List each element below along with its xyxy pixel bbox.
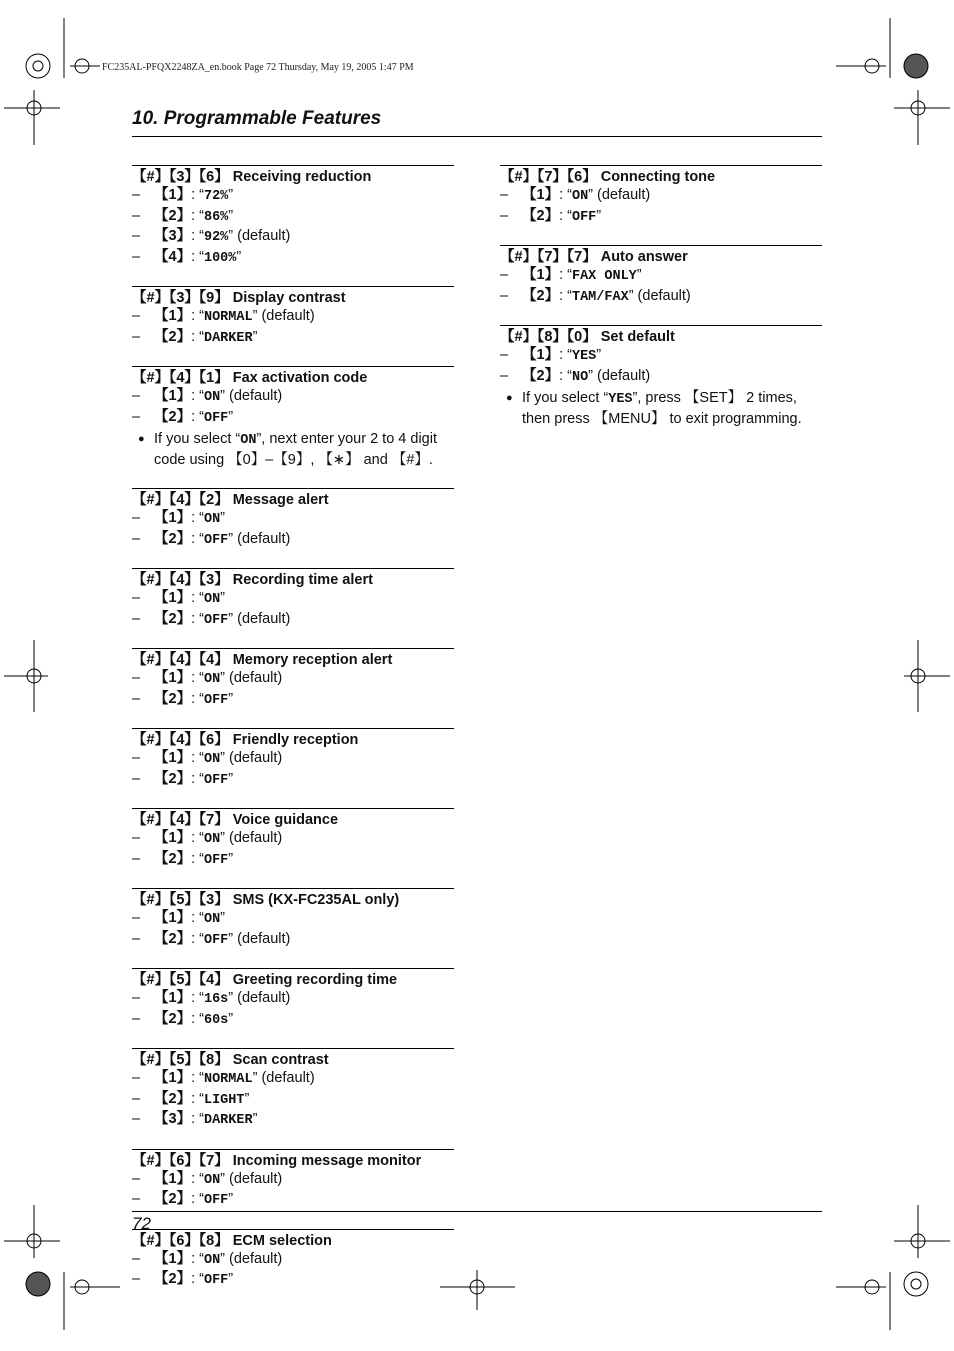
- option-key: 【1】: [154, 1170, 192, 1187]
- option-value: LIGHT: [203, 1092, 245, 1108]
- option-suffix: (default): [233, 530, 291, 547]
- option-key: 【2】: [154, 1010, 192, 1027]
- option-key: 【3】: [154, 228, 192, 244]
- option-key: 【1】: [154, 990, 192, 1006]
- option-key: 【1】: [154, 670, 192, 686]
- option-row: – 【2】: “OFF”: [132, 1190, 454, 1211]
- feature-section: [132, 1149, 454, 1211]
- feature-section: [132, 286, 454, 348]
- feature-section: [132, 808, 454, 870]
- option-row: – 【1】: “YES”: [500, 346, 822, 367]
- option-row: – 【2】: “OFF” (default): [132, 530, 454, 551]
- option-value: NORMAL: [203, 310, 253, 325]
- bullet-icon: ●: [506, 392, 513, 404]
- option-suffix: (default): [225, 388, 283, 404]
- feature-section: [132, 366, 454, 470]
- option-key: 【2】: [154, 408, 192, 425]
- option-value: OFF: [203, 692, 229, 708]
- option-value: YES: [571, 349, 597, 364]
- option-value: OFF: [203, 1273, 229, 1288]
- option-key: 【1】: [522, 187, 560, 203]
- option-row: – 【1】: “ON” (default): [500, 186, 822, 207]
- option-row: – 【4】: “100%”: [132, 248, 454, 269]
- feature-section: [132, 888, 454, 950]
- note-keys: 【SET】 2 times, then press 【MENU】 to exit programming.: [522, 390, 802, 427]
- option-key: 【2】: [154, 328, 192, 345]
- option-value: TAM/FAX: [571, 289, 629, 305]
- option-value: ON: [203, 672, 221, 687]
- option-row: – 【1】: “ON” (default): [132, 669, 454, 690]
- option-suffix: (default): [233, 930, 291, 947]
- option-value: FAX ONLY: [571, 269, 637, 284]
- option-key: 【1】: [154, 590, 192, 606]
- footer-rule: [132, 1211, 822, 1212]
- option-row: – 【2】: “OFF” (default): [132, 930, 454, 951]
- option-value: OFF: [203, 852, 229, 868]
- feature-title: 【#】【5】【4】 Greeting recording time: [132, 972, 398, 988]
- option-key: 【2】: [154, 770, 192, 787]
- option-key: 【2】: [522, 367, 560, 384]
- option-value: 72%: [203, 189, 229, 204]
- option-suffix: (default): [225, 830, 283, 846]
- feature-section: [132, 728, 454, 790]
- feature-title: 【#】【4】【2】 Message alert: [132, 492, 329, 508]
- option-row: – 【1】: “ON” (default): [132, 749, 454, 770]
- feature-section: [132, 968, 454, 1030]
- feature-section: [132, 1229, 454, 1291]
- option-key: 【2】: [154, 530, 192, 547]
- feature-title: 【#】【6】【7】 Incoming message monitor: [132, 1152, 422, 1169]
- option-key: 【1】: [154, 510, 192, 526]
- feature-title: 【#】【4】【6】 Friendly reception: [132, 732, 359, 748]
- option-row: – 【2】: “TAM/FAX” (default): [500, 287, 822, 308]
- option-key: 【1】: [154, 187, 192, 203]
- option-row: – 【2】: “NO” (default): [500, 367, 822, 388]
- feature-section: [132, 1048, 454, 1131]
- option-value: ON: [203, 1252, 221, 1268]
- feature-title: 【#】【8】【0】 Set default: [500, 329, 675, 345]
- option-key: 【1】: [154, 1070, 192, 1086]
- option-value: OFF: [203, 932, 229, 948]
- option-value: ON: [203, 1172, 221, 1188]
- option-key: 【2】: [154, 1271, 192, 1287]
- option-row: – 【2】: “OFF”: [132, 408, 454, 429]
- option-key: 【2】: [522, 287, 560, 304]
- option-value: OFF: [203, 410, 229, 426]
- option-suffix: (default): [593, 367, 651, 384]
- option-suffix: (default): [257, 308, 315, 324]
- feature-title: 【#】【3】【6】 Receiving reduction: [132, 169, 372, 185]
- option-value: OFF: [203, 612, 229, 628]
- feature-title: 【#】【7】【6】 Connecting tone: [500, 169, 716, 185]
- option-key: 【1】: [154, 1250, 192, 1267]
- option-key: 【1】: [154, 910, 192, 926]
- note-before: If you select “: [522, 390, 609, 406]
- feature-title: 【#】【5】【8】 Scan contrast: [132, 1052, 329, 1068]
- option-row: – 【1】: “ON”: [132, 509, 454, 530]
- option-row: – 【2】: “OFF”: [132, 850, 454, 871]
- option-key: 【3】: [154, 1111, 192, 1127]
- option-row: – 【1】: “ON” (default): [132, 387, 454, 408]
- option-suffix: (default): [233, 228, 291, 244]
- option-suffix: (default): [225, 1250, 283, 1267]
- feature-section: [132, 165, 454, 268]
- feature-title: 【#】【4】【7】 Voice guidance: [132, 812, 339, 828]
- option-value: ON: [203, 912, 221, 927]
- option-row: – 【2】: “DARKER”: [132, 328, 454, 349]
- option-row: – 【2】: “86%”: [132, 207, 454, 228]
- page-number: 72: [132, 1214, 151, 1233]
- header-rule: [132, 136, 822, 137]
- option-row: – 【3】: “DARKER”: [132, 1110, 454, 1131]
- option-value: NORMAL: [203, 1072, 253, 1087]
- option-value: ON: [571, 189, 589, 204]
- option-suffix: (default): [593, 187, 651, 203]
- option-row: – 【2】: “OFF”: [132, 690, 454, 711]
- feature-section: [500, 165, 822, 227]
- option-key: 【2】: [154, 690, 192, 707]
- option-suffix: (default): [233, 610, 291, 627]
- option-key: 【2】: [154, 207, 192, 224]
- note-text: [132, 430, 454, 470]
- note-after: ”, next enter your 2 to 4 digit code using: [154, 431, 437, 468]
- feature-title: 【#】【4】【1】 Fax activation code: [132, 370, 368, 386]
- option-key: 【1】: [154, 308, 192, 324]
- feature-title: 【#】【5】【3】 SMS (KX-FC235AL only): [132, 892, 400, 908]
- option-value: ON: [203, 390, 221, 405]
- option-row: – 【2】: “LIGHT”: [132, 1090, 454, 1111]
- right-column: [500, 165, 822, 447]
- option-key: 【2】: [154, 610, 192, 627]
- option-key: 【4】: [154, 248, 192, 265]
- option-row: – 【1】: “ON” (default): [132, 1250, 454, 1271]
- option-row: – 【3】: “92%” (default): [132, 227, 454, 248]
- feature-title: 【#】【4】【3】 Recording time alert: [132, 572, 373, 588]
- note-text: [500, 389, 822, 429]
- option-suffix: (default): [225, 670, 283, 686]
- note-before: If you select “: [154, 431, 241, 447]
- option-value: ON: [203, 832, 221, 847]
- option-row: – 【2】: “60s”: [132, 1010, 454, 1031]
- feature-title: 【#】【7】【7】 Auto answer: [500, 249, 688, 265]
- option-key: 【1】: [522, 347, 560, 363]
- option-value: DARKER: [203, 330, 253, 346]
- option-key: 【2】: [154, 1191, 192, 1207]
- option-row: – 【2】: “OFF”: [500, 207, 822, 228]
- feature-section: [132, 568, 454, 630]
- chapter-title: 10. Programmable Features: [132, 108, 382, 129]
- print-header: FC235AL-PFQX2248ZA_en.book Page 72 Thursday, May 19, 2005 1:47 PM: [102, 62, 414, 73]
- note-value: YES: [608, 392, 633, 407]
- option-suffix: (default): [257, 1070, 315, 1086]
- feature-title: 【#】【3】【9】 Display contrast: [132, 290, 346, 306]
- feature-section: [500, 325, 822, 429]
- option-key: 【1】: [154, 830, 192, 846]
- option-row: – 【1】: “ON” (default): [132, 1170, 454, 1191]
- option-key: 【2】: [522, 207, 560, 224]
- option-value: 60s: [203, 1012, 229, 1028]
- option-value: OFF: [203, 772, 229, 788]
- note-value: ON: [240, 433, 257, 448]
- option-row: – 【1】: “NORMAL” (default): [132, 1069, 454, 1090]
- feature-section: [132, 488, 454, 550]
- option-row: – 【1】: “ON”: [132, 909, 454, 930]
- option-row: – 【1】: “NORMAL” (default): [132, 307, 454, 328]
- note-keys: 【0】–【9】, 【∗】 and 【#】.: [228, 451, 433, 468]
- feature-title: 【#】【6】【8】 ECM selection: [132, 1232, 332, 1249]
- option-row: – 【2】: “OFF”: [132, 770, 454, 791]
- option-row: – 【1】: “72%”: [132, 186, 454, 207]
- option-row: – 【1】: “16s” (default): [132, 989, 454, 1010]
- option-suffix: (default): [225, 1170, 283, 1187]
- option-row: – 【2】: “OFF”: [132, 1270, 454, 1291]
- option-row: – 【1】: “ON” (default): [132, 829, 454, 850]
- option-key: 【2】: [154, 930, 192, 947]
- option-value: OFF: [571, 209, 597, 225]
- feature-section: [500, 245, 822, 307]
- option-key: 【2】: [154, 850, 192, 867]
- left-column: [132, 165, 454, 1309]
- option-value: OFF: [203, 532, 229, 548]
- bullet-icon: ●: [138, 433, 145, 445]
- option-key: 【1】: [154, 388, 192, 404]
- option-value: NO: [571, 369, 589, 385]
- option-key: 【2】: [154, 1090, 192, 1107]
- option-row: – 【2】: “OFF” (default): [132, 610, 454, 631]
- note-after: ”, press: [632, 390, 685, 406]
- option-value: DARKER: [203, 1113, 253, 1128]
- option-key: 【1】: [522, 267, 560, 283]
- option-value: 92%: [203, 230, 229, 245]
- option-value: 86%: [203, 209, 229, 225]
- option-value: 100%: [203, 250, 237, 266]
- option-value: ON: [203, 752, 221, 767]
- option-suffix: (default): [225, 750, 283, 766]
- option-row: – 【1】: “FAX ONLY”: [500, 266, 822, 287]
- option-row: – 【1】: “ON”: [132, 589, 454, 610]
- feature-title: 【#】【4】【4】 Memory reception alert: [132, 652, 393, 668]
- option-value: 16s: [203, 992, 229, 1007]
- option-value: ON: [203, 592, 221, 607]
- option-value: OFF: [203, 1193, 229, 1208]
- option-suffix: (default): [633, 287, 691, 304]
- option-suffix: (default): [233, 990, 291, 1006]
- option-value: ON: [203, 512, 221, 527]
- option-key: 【1】: [154, 750, 192, 766]
- feature-section: [132, 648, 454, 710]
